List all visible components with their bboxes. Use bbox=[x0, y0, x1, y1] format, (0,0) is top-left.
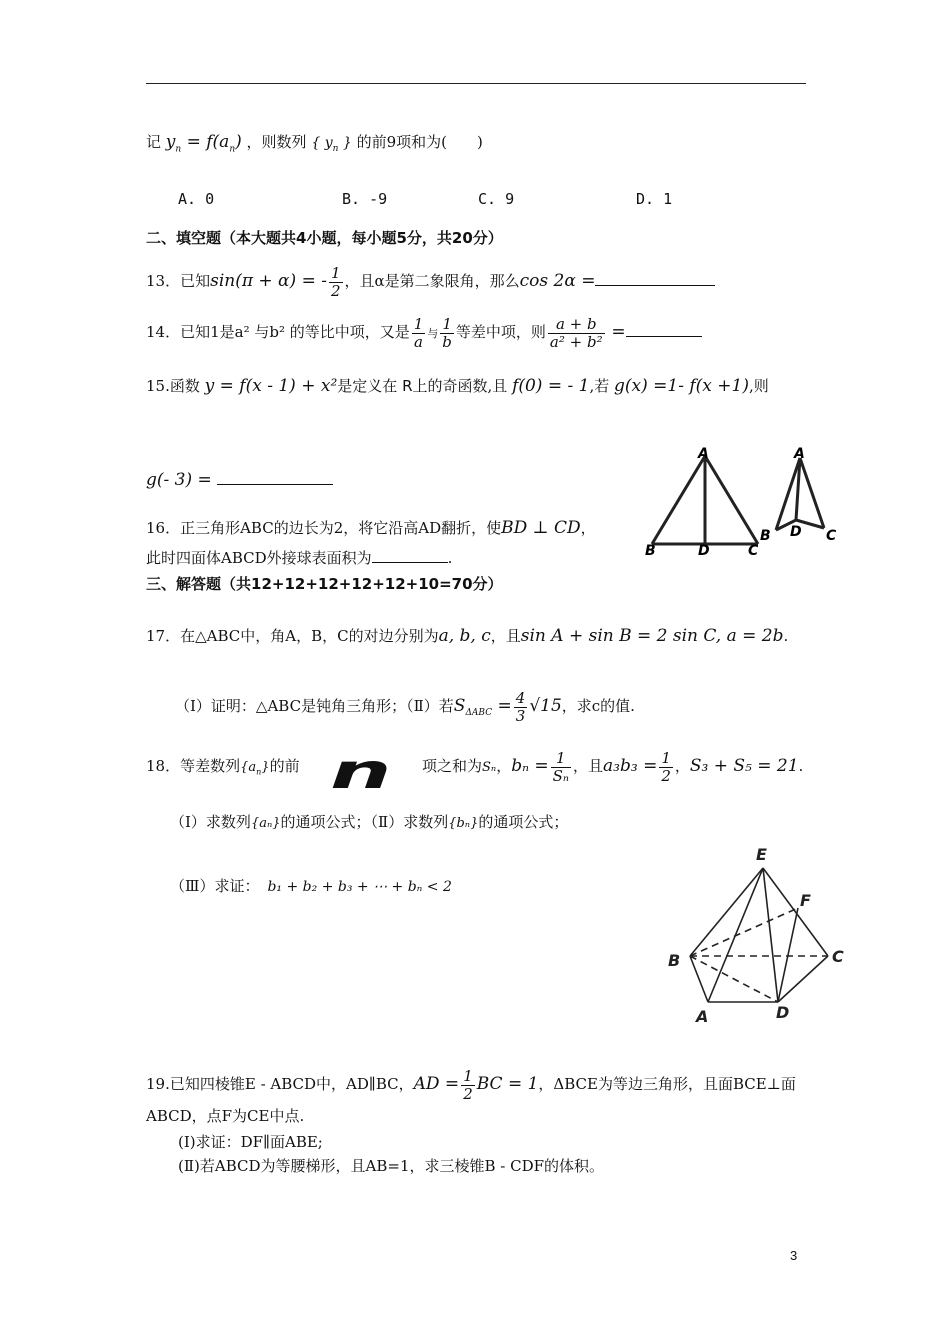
fig16-label-D: D bbox=[698, 543, 710, 559]
q12-option-a: A. 0 bbox=[178, 190, 215, 208]
fig16-label-C: C bbox=[748, 543, 759, 559]
fig19-label-C: C bbox=[832, 947, 844, 966]
q12-option-c: C. 9 bbox=[478, 190, 515, 208]
section-2-heading: 二、填空题（本大题共4小题，每小题5分，共20分） bbox=[146, 229, 503, 247]
header-rule bbox=[146, 83, 806, 84]
question-19-line2: ABCD，点F为CE中点. bbox=[146, 1107, 305, 1125]
q16-answer-blank bbox=[372, 562, 448, 563]
fig19-label-F: F bbox=[800, 891, 811, 910]
question-17: 17．在△ABC中，角A，B，C的对边分别为a, b, c，且sin A + sin B = 2 sin C, a = 2b. bbox=[146, 626, 789, 646]
question-17-parts: （Ⅰ）证明：△ABC是钝角三角形；（Ⅱ）若$S_{\Delta ABC}$ = $\frac{4}{3}$ √15，求c的值. bbox=[175, 688, 635, 725]
fig19-label-A: A bbox=[696, 1007, 709, 1026]
question-18-part3: （Ⅲ）求证： b₁ + b₂ + b₃ + ⋯ + bₙ < 2 bbox=[170, 877, 452, 895]
large-n-glyph: n bbox=[330, 744, 392, 800]
question-18: 18．等差数列$\{a_n\}$的前 bbox=[146, 757, 300, 777]
q12-stem: 记 $y_n = f(a_n)$ ，则数列 { $y_n$ } 的前9项和为( ) bbox=[146, 132, 483, 155]
question-15-answer: g(- 3) = bbox=[146, 470, 333, 490]
page-number: 3 bbox=[790, 1248, 798, 1263]
question-19-part2: (Ⅱ)若ABCD为等腰梯形，且AB=1，求三棱锥B - CDF的体积。 bbox=[178, 1157, 605, 1175]
question-18-parts: （Ⅰ）求数列{aₙ}的通项公式；（Ⅱ）求数列{bₙ}的通项公式； bbox=[170, 813, 569, 831]
fig19-label-B: B bbox=[668, 951, 681, 970]
q14-answer-blank bbox=[626, 336, 702, 337]
question-13: 13．已知sin(π + α) = - $\frac{1}{2}$ ，且α是第二象限角，那么cos 2α = bbox=[146, 262, 715, 300]
question-15: 15.函数 y = f(x - 1) + x²是定义在 R上的奇函数,且 f(0) = - 1,若 g(x) =1- f(x +1),则 bbox=[146, 376, 769, 396]
question-18-cont: 项之和为Sₙ，bₙ = $\frac{1}{\text{Sₙ}}$ ，且a₃b₃ = $\frac{1}{2}$ ，S₃ + S₅ = 21. bbox=[422, 748, 804, 785]
q13-answer-blank bbox=[595, 285, 715, 286]
fig19-label-E: E bbox=[756, 845, 767, 864]
q15-answer-blank bbox=[217, 484, 333, 485]
fig16-right-label-A: A bbox=[794, 446, 805, 462]
fold-triangle-figure bbox=[640, 440, 850, 565]
section-3-heading: 三、解答题（共12+12+12+12+12+10=70分） bbox=[146, 575, 503, 593]
q12-option-d: D. 1 bbox=[636, 190, 673, 208]
question-16-line2: 此时四面体ABCD外接球表面积为 . bbox=[146, 549, 453, 567]
fig16-label-A: A bbox=[698, 446, 709, 462]
question-14: 14．已知1是a² 与b² 的等比中项，又是 $\frac{1}{a}$ 与 $\frac{1}{b}$ 等差中项，则 $\frac{a + b}{\text{a² + b²}}$ = bbox=[146, 312, 702, 354]
q12-option-b: B. -9 bbox=[342, 190, 388, 208]
question-19: 19.已知四棱锥E - ABCD中，AD∥BC，AD = $\frac{1}{2}$ BC = 1，ΔBCE为等边三角形，且面BCE⊥面 bbox=[146, 1066, 796, 1103]
fig16-label-B: B bbox=[645, 543, 656, 559]
question-16-line1: 16．正三角形ABC的边长为2，将它沿高AD翻折，使BD ⊥ CD， bbox=[146, 518, 596, 538]
fig19-label-D: D bbox=[776, 1003, 790, 1022]
question-19-part1: (Ⅰ)求证：DF∥面ABE; bbox=[178, 1133, 323, 1151]
fig16-right-label-D: D bbox=[790, 524, 802, 540]
pyramid-figure bbox=[660, 838, 860, 1028]
fig16-right-label-C: C bbox=[826, 528, 837, 544]
fig16-right-label-B: B bbox=[760, 528, 771, 544]
